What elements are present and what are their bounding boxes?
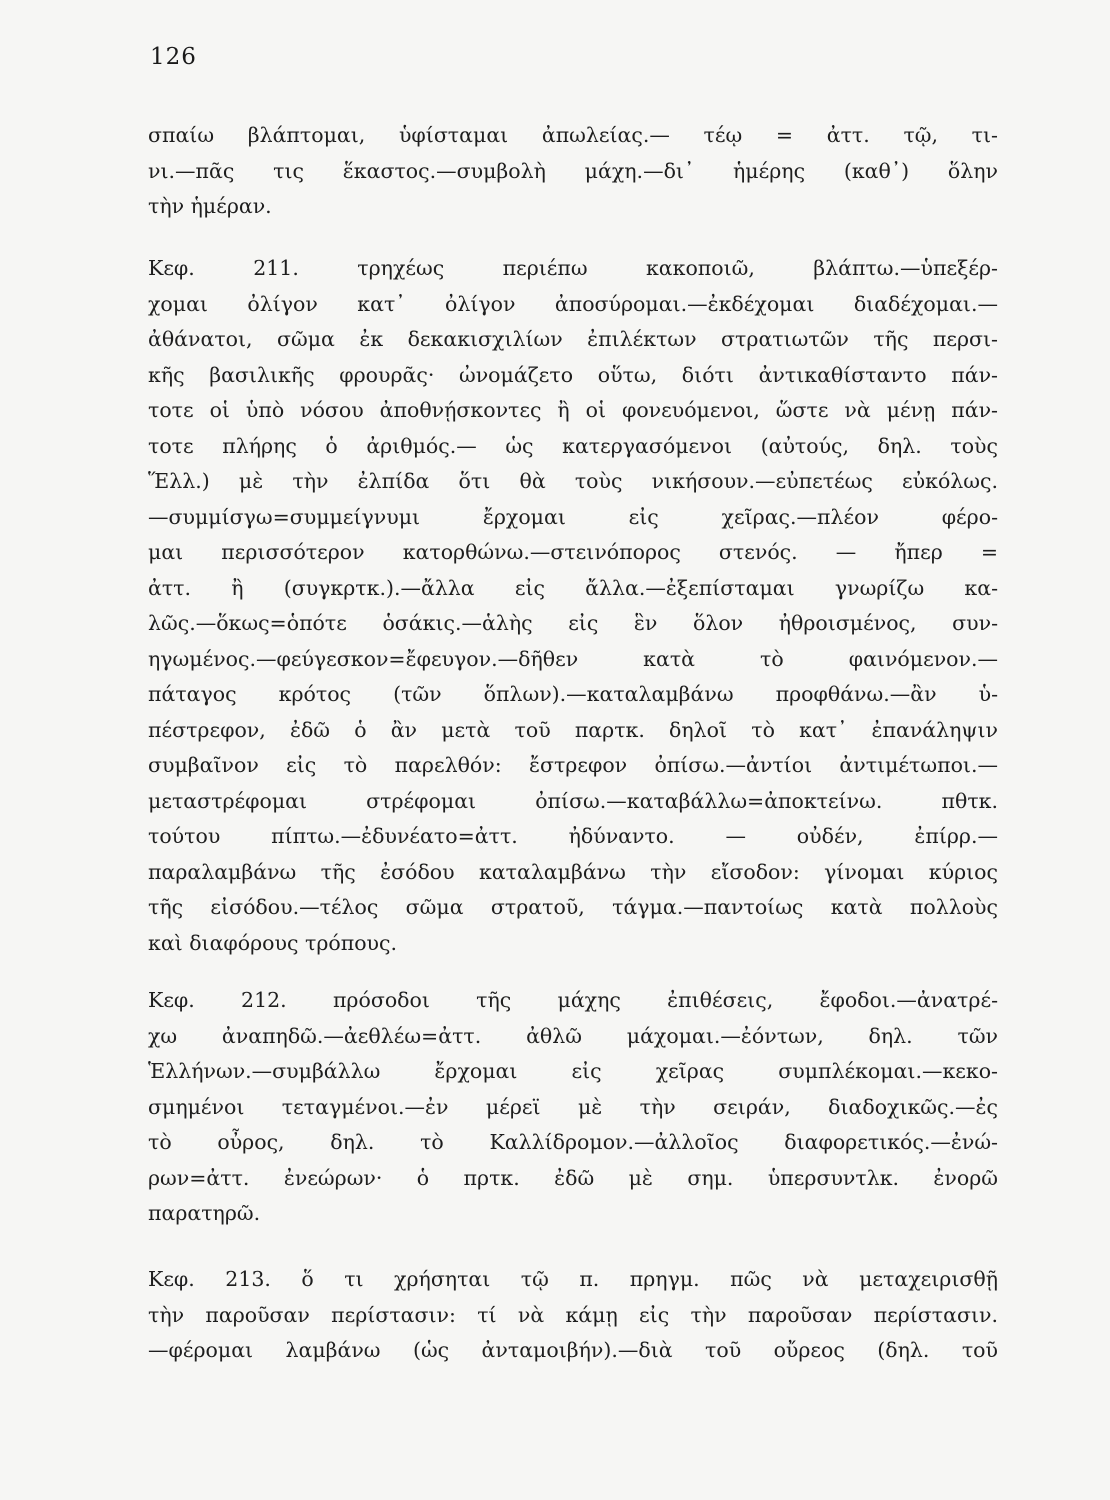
text-line: λῶς.—ὅκως=ὁπότε ὁσάκις.—ἁλὴς εἰς ἓν ὅλον ἠθροισμένος, συν- bbox=[148, 611, 998, 635]
text-line: τοτε οἱ ὑπὸ νόσου ἀποθνῄσκοντες ἢ οἱ φονευόμενοι, ὥστε νὰ μένῃ πάν- bbox=[148, 398, 998, 422]
text-line: πέστρεφον, ἐδῶ ὁ ἂν μετὰ τοῦ παρτκ. δηλοῖ τὸ κατ᾽ ἐπανάληψιν bbox=[148, 717, 998, 742]
text-line: τὸ οὖρος, δηλ. τὸ Καλλίδρομον.—ἀλλοῖος διαφορετικός.—ἐνώ- bbox=[148, 1130, 998, 1154]
text-line: παρατηρῶ. bbox=[148, 1201, 261, 1225]
text-line: τὴν παροῦσαν περίστασιν: τί νὰ κάμῃ εἰς τὴν παροῦσαν περίστασιν. bbox=[148, 1302, 998, 1327]
text-line: τοτε πλήρης ὁ ἀριθμός.— ὡς κατεργασόμενοι (αὐτούς, δηλ. τοὺς bbox=[148, 433, 998, 458]
text-line: —συμμίσγω=συμμείγνυμι ἔρχομαι εἰς χεῖρας.—πλέον φέρο- bbox=[148, 504, 998, 529]
paragraph-kef-213 bbox=[148, 1262, 998, 1369]
text-line: τὴν ἡμέραν. bbox=[148, 194, 272, 218]
text-line: τούτου πίπτω.—ἐδυνέατο=ἀττ. ἠδύναντο. — οὐδέν, ἐπίρρ.— bbox=[148, 824, 998, 848]
text-line: ἀττ. ἢ (συγκρτκ.).—ἄλλα εἰς ἄλλα.—ἐξεπίσταμαι γνωρίζω κα- bbox=[148, 575, 998, 600]
text-line: —φέρομαι λαμβάνω (ὡς ἀνταμοιβήν).—διὰ τοῦ οὔρεος (δηλ. τοῦ bbox=[148, 1338, 998, 1362]
text-line: μεταστρέφομαι στρέφομαι ὀπίσω.—καταβάλλω=ἀποκτείνω. πθτκ. bbox=[148, 788, 998, 813]
text-line: Κεφ. 212. πρόσοδοι τῆς μάχης ἐπιθέσεις, ἔφοδοι.—ἀνατρέ- bbox=[148, 988, 998, 1012]
text-line: μαι περισσότερον κατορθώνω.—στεινόπορος στενός. — ἤπερ = bbox=[148, 540, 998, 564]
text-line: πάταγος κρότος (τῶν ὅπλων).—καταλαμβάνω προφθάνω.—ἂν ὑ- bbox=[148, 682, 998, 706]
text-line: τῆς εἰσόδου.—τέλος σῶμα στρατοῦ, τάγμα.—παντοίως κατὰ πολλοὺς bbox=[148, 895, 998, 919]
text-line: χομαι ὀλίγον κατ᾽ ὀλίγον ἀποσύρομαι.—ἐκδέχομαι διαδέχομαι.— bbox=[148, 291, 998, 316]
text-line: σμημένοι τεταγμένοι.—ἐν μέρεϊ μὲ τὴν σειράν, διαδοχικῶς.—ἐς bbox=[148, 1094, 998, 1119]
text-line: σπαίω βλάπτομαι, ὑφίσταμαι ἀπωλείας.— τέῳ = ἀττ. τῷ, τι- bbox=[148, 123, 998, 147]
text-line: κῆς βασιλικῆς φρουρᾶς· ὠνομάζετο οὕτω, διότι ἀντικαθίσταντο πάν- bbox=[148, 362, 998, 387]
text-line: Κεφ. 211. τρηχέως περιέπω κακοποιῶ, βλάπτω.—ὑπεξέρ- bbox=[148, 256, 998, 280]
text-line: νι.—πᾶς τις ἕκαστος.—συμβολὴ μάχη.—δι᾽ ἡμέρης (καθ᾽) ὅλην bbox=[148, 158, 998, 183]
paragraph-kef-212 bbox=[148, 983, 998, 1232]
text-line: ἀθάνατοι, σῶμα ἐκ δεκακισχιλίων ἐπιλέκτων στρατιωτῶν τῆς περσι- bbox=[148, 327, 998, 351]
text-line: ρων=ἀττ. ἐνεώρων· ὁ πρτκ. ἐδῶ μὲ σημ. ὑπερσυντλκ. ἐνορῶ bbox=[148, 1165, 998, 1190]
paragraph-top bbox=[148, 118, 998, 225]
paragraph-kef-211 bbox=[148, 251, 998, 961]
text-line: χω ἀναπηδῶ.—ἀεθλέω=ἀττ. ἀθλῶ μάχομαι.—ἐόντων, δηλ. τῶν bbox=[148, 1023, 998, 1048]
text-line: καὶ διαφόρους τρόπους. bbox=[148, 930, 397, 955]
text-line: ηγωμένος.—φεύγεσκον=ἔφευγον.—δῆθεν κατὰ τὸ φαινόμενον.— bbox=[148, 646, 998, 671]
text-line: παραλαμβάνω τῆς ἐσόδου καταλαμβάνω τὴν εἴσοδον: γίνομαι κύριος bbox=[148, 859, 998, 884]
text-line: Ἑλλήνων.—συμβάλλω ἔρχομαι εἰς χεῖρας συμπλέκομαι.—κεκο- bbox=[148, 1059, 998, 1083]
page-number: 126 bbox=[150, 44, 197, 70]
text-line: Κεφ. 213. ὅ τι χρήσηται τῷ π. πρηγμ. πῶς νὰ μεταχειρισθῇ bbox=[148, 1267, 998, 1291]
text-line: συμβαῖνον εἰς τὸ παρελθόν: ἔστρεφον ὀπίσω.—ἀντίοι ἀντιμέτωποι.— bbox=[148, 753, 998, 777]
text-line: Ἕλλ.) μὲ τὴν ἐλπίδα ὅτι θὰ τοὺς νικήσουν.—εὐπετέως εὐκόλως. bbox=[148, 469, 998, 493]
